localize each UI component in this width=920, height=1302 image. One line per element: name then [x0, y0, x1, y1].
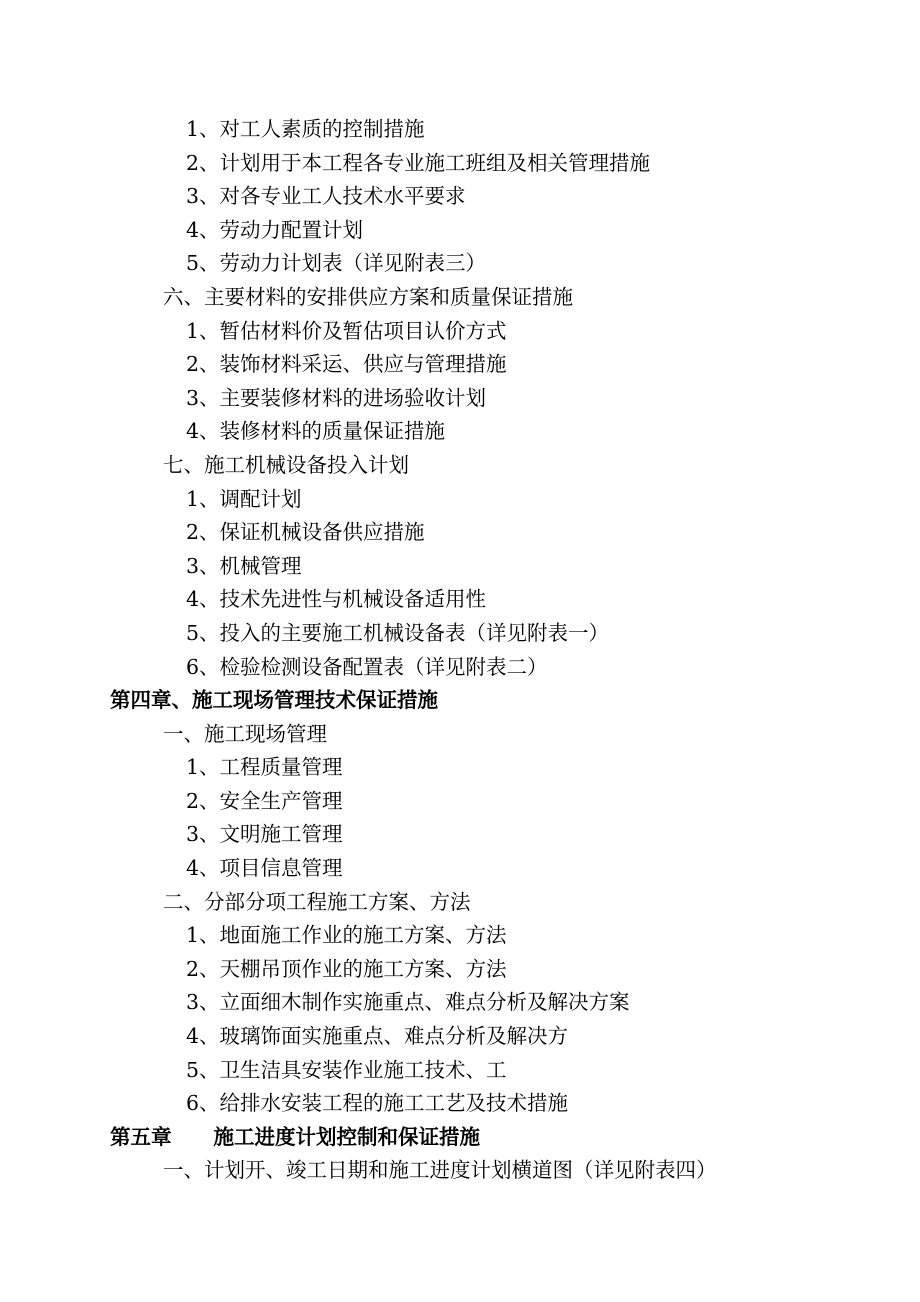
toc-section: 二、分部分项工程施工方案、方法	[163, 889, 471, 914]
chapter-number: 第五章	[110, 1124, 172, 1149]
chapter-title: 施工进度计划控制和保证措施	[213, 1124, 480, 1149]
toc-item: 1、工程质量管理	[186, 755, 343, 780]
toc-item: 1、对工人素质的控制措施	[186, 117, 425, 141]
toc-item: 3、文明施工管理	[186, 822, 343, 847]
toc-section: 七、施工机械设备投入计划	[163, 452, 409, 477]
toc-section: 一、施工现场管理	[163, 721, 327, 746]
toc-item: 4、技术先进性与机械设备适用性	[186, 587, 487, 612]
table-of-contents	[0, 113, 920, 1188]
toc-item: 1、暂估材料价及暂估项目认价方式	[186, 318, 507, 343]
toc-item: 1、地面施工作业的施工方案、方法	[186, 923, 507, 948]
toc-chapter-heading	[0, 1121, 920, 1155]
toc-item: 5、投入的主要施工机械设备表（详见附表一）	[186, 620, 610, 645]
toc-item: 5、卫生洁具安装作业施工技术、工	[186, 1057, 507, 1082]
toc-item: 2、装饰材料采运、供应与管理措施	[186, 352, 507, 377]
toc-item: 6、给排水安装工程的施工工艺及技术措施	[186, 1091, 569, 1116]
toc-item: 6、检验检测设备配置表（详见附表二）	[186, 654, 548, 679]
toc-item: 3、对各专业工人技术水平要求	[186, 184, 466, 209]
toc-item: 4、劳动力配置计划	[186, 217, 364, 242]
toc-item: 3、机械管理	[186, 553, 302, 578]
toc-section: 一、计划开、竣工日期和施工进度计划横道图（详见附表四）	[163, 1158, 717, 1183]
toc-item: 2、保证机械设备供应措施	[186, 520, 425, 545]
toc-section: 六、主要材料的安排供应方案和质量保证措施	[163, 284, 573, 309]
toc-item: 2、天棚吊顶作业的施工方案、方法	[186, 956, 507, 981]
toc-item: 1、调配计划	[186, 486, 302, 511]
toc-item: 4、玻璃饰面实施重点、难点分析及解决方	[186, 1024, 569, 1049]
toc-item: 2、安全生产管理	[186, 788, 343, 813]
toc-item: 3、立面细木制作实施重点、难点分析及解决方案	[186, 990, 630, 1015]
toc-item: 3、主要装修材料的进场验收计划	[186, 385, 487, 410]
toc-chapter-heading: 第四章、施工现场管理技术保证措施	[110, 688, 438, 713]
toc-item: 4、项目信息管理	[186, 856, 343, 881]
toc-item: 5、劳动力计划表（详见附表三）	[186, 251, 487, 276]
toc-item: 2、计划用于本工程各专业施工班组及相关管理措施	[186, 150, 651, 175]
toc-item: 4、装修材料的质量保证措施	[186, 419, 446, 444]
